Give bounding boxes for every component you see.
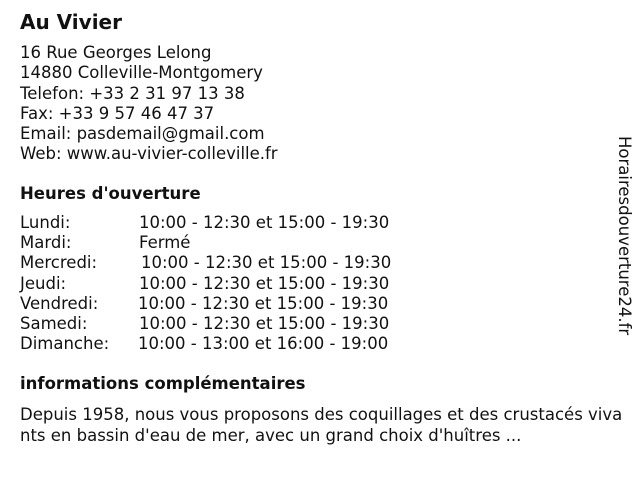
opening-time: 10:00 - 13:00 et 16:00 - 19:00 [138, 334, 389, 354]
opening-time: Fermé [139, 233, 191, 253]
hours-table [20, 213, 440, 354]
hours-row-saturday [20, 314, 440, 334]
day-label: Vendredi: [20, 293, 99, 313]
hours-heading: Heures d'ouverture [20, 184, 201, 203]
opening-time: 10:00 - 12:30 et 15:00 - 19:30 [138, 293, 389, 313]
day-label: Jeudi: [20, 273, 67, 293]
day-label: Samedi: [20, 313, 88, 333]
address-city: 14880 Colleville-Montgomery [20, 63, 263, 83]
day-label: Dimanche: [20, 334, 110, 354]
description-text: Depuis 1958, nous vous proposons des coquillages et des crustacés vivants en bassin d'eau de mer, avec un grand choix d'huîtres ... [20, 405, 623, 445]
hours-row-sunday [20, 334, 440, 354]
phone-number: Telefon: +33 2 31 97 13 38 [20, 83, 245, 103]
hours-row-monday [20, 213, 440, 233]
day-label: Lundi: [20, 213, 71, 232]
address-street: 16 Rue Georges Lelong [20, 43, 212, 62]
contact-block [20, 43, 278, 165]
opening-time: 10:00 - 12:30 et 15:00 - 19:30 [139, 273, 390, 293]
opening-time: 10:00 - 12:30 et 15:00 - 19:30 [139, 313, 390, 333]
brand-text: Horairesdouverture24.fr [615, 136, 634, 336]
hours-row-thursday [20, 274, 440, 294]
side-watermark [612, 136, 636, 346]
hours-row-wednesday [20, 253, 440, 273]
day-label: Mardi: [20, 233, 72, 253]
hours-row-friday [20, 294, 440, 314]
opening-time: 10:00 - 12:30 et 15:00 - 19:30 [141, 253, 392, 273]
info-heading: informations complémentaires [20, 374, 306, 393]
website: Web: www.au-vivier-colleville.fr [20, 144, 278, 164]
opening-time: 10:00 - 12:30 et 15:00 - 19:30 [139, 213, 390, 232]
day-label: Mercredi: [20, 253, 98, 273]
business-name: Au Vivier [20, 10, 122, 34]
hours-row-tuesday [20, 233, 440, 253]
email-address: Email: pasdemail@gmail.com [20, 124, 265, 144]
fax-number: Fax: +33 9 57 46 47 37 [20, 103, 215, 123]
